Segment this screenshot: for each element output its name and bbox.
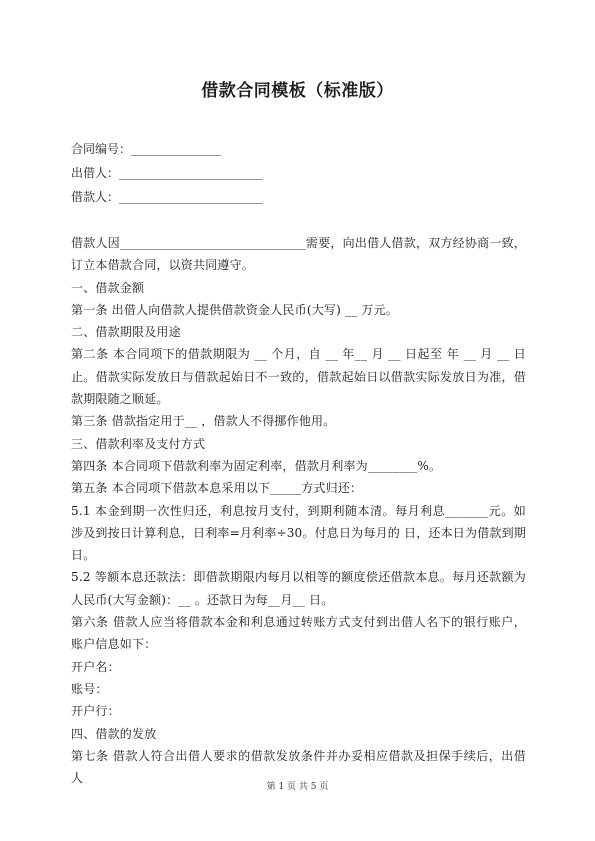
bank-line: 开户行：: [71, 704, 120, 719]
borrower-line: 借款人：________________________: [71, 190, 264, 204]
contract-body: [71, 232, 526, 789]
section-heading-disbursement: 四、借款的发放: [71, 726, 157, 741]
contract-number-line: 合同编号：_______________: [71, 142, 222, 156]
lender-line: 出借人：________________________: [71, 166, 264, 180]
clause-5-2: 5.2 等额本息还款法：即借款期限内每月以相等的额度偿还借款本息。每月还款额为人民币(大写金额)：__ 。还款日为每__月__ 日。: [71, 570, 526, 607]
page-footer: 第 1 页 共 5 页: [266, 782, 329, 792]
section-heading-term: 二、借款期限及用途: [71, 325, 181, 340]
account-name-line: 开户名：: [71, 659, 120, 674]
article-7: 第七条 借款人符合出借人要求的借款发放条件并办妥相应借款及担保手续后，出借人: [71, 748, 526, 786]
article-6: 第六条 借款人应当将借款本金和利息通过转账方式支付到出借人名下的银行账户，账户信息如下：: [71, 615, 526, 652]
article-1: 第一条 出借人向借款人提供借款资金人民币(大写) __ 万元。: [71, 302, 399, 317]
clause-5-1: 5.1 本金到期一次性归还，利息按月支付，到期利随本清。每月利息_______元。如涉及到按日计算利息，日利率=月利率÷30。付息日为每月的 日，还本日为借款到期日。: [71, 503, 526, 563]
document-title: 借款合同模板（标准版）: [201, 81, 394, 101]
article-5: 第五条 本合同项下借款本息采用以下_____方式归还：: [71, 481, 363, 496]
section-heading-interest: 三、借款利率及支付方式: [71, 436, 206, 451]
account-number-line: 账号：: [71, 681, 108, 696]
article-2: 第二条 本合同项下的借款期限为 __ 个月，自 __ 年__ 月 __ 日起至 年 __ 月 __ 日止。借款实际发放日与借款起始日不一致的，借款起始日以借款实际发放日为准，借款期限随之顺延。: [71, 347, 526, 407]
preamble-paragraph: 借款人因______________________________需要，向出借人借款，双方经协商一致，订立本借款合同，以资共同遵守。: [71, 236, 526, 273]
article-3: 第三条 借款指定用于__ ，借款人不得挪作他用。: [71, 414, 336, 429]
article-4: 第四条 本合同项下借款利率为固定利率，借款月利率为________%。: [71, 458, 442, 473]
contract-header: [71, 140, 531, 212]
section-heading-amount: 一、借款金额: [71, 280, 145, 295]
